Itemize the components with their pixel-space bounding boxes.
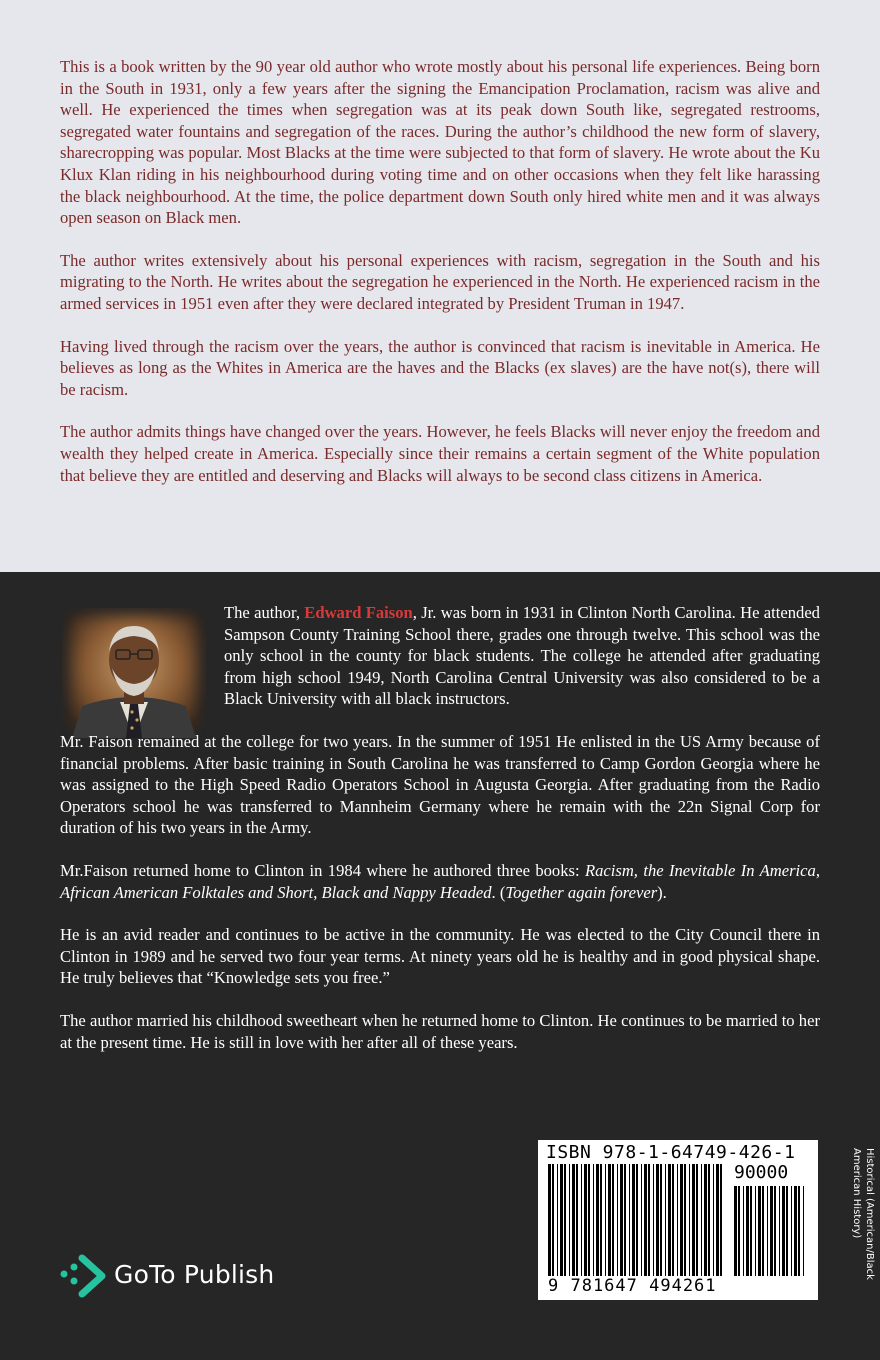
barcode-bar [779, 1186, 780, 1276]
barcode-bar [704, 1164, 707, 1276]
barcode-bar [588, 1164, 590, 1276]
barcode-bar [758, 1186, 761, 1276]
barcode-bar [605, 1164, 606, 1276]
barcode-bar [701, 1164, 702, 1276]
barcode-bar [668, 1164, 671, 1276]
barcode-bar [593, 1164, 594, 1276]
barcode-bar [716, 1164, 719, 1276]
bio-paragraph-2: Mr. Faison remained at the college for two years. In the summer of 1951 He enlisted in the US Army because of financial problems. After basic training in South Carolina he was transferred to Camp Gordon Georgia where he was assigned to the High Speed Radio Operators School in Augusta Georgia. After graduating from the Radio Operators school he was transferred to Mannheim Germany where he remain with the 22n Signal Corp for duration of his two years in the Army. [60, 731, 820, 838]
synopsis-text [60, 56, 820, 507]
barcode-bar [672, 1164, 674, 1276]
photo-spacer [60, 602, 224, 730]
barcode-bar [684, 1164, 686, 1276]
barcode-bar [713, 1164, 714, 1276]
publisher-name: GoTo Publish [114, 1260, 275, 1289]
barcode-bar [632, 1164, 635, 1276]
barcode-bar [680, 1164, 683, 1276]
barcode-bar [552, 1164, 554, 1276]
synopsis-panel [0, 0, 880, 572]
addon-barcode-bars [734, 1186, 808, 1276]
isbn-text: ISBN 978-1-64749-426-1 [546, 1142, 796, 1163]
barcode-bar [798, 1186, 800, 1276]
barcode-bar [572, 1164, 575, 1276]
barcode-bar [548, 1164, 551, 1276]
barcode-bar [677, 1164, 678, 1276]
barcode-bar [560, 1164, 563, 1276]
isbn-barcode [538, 1140, 818, 1300]
barcode-bar [692, 1164, 695, 1276]
barcode-bar [656, 1164, 659, 1276]
barcode-bar [660, 1164, 662, 1276]
separator-3: . ( [491, 882, 506, 902]
bio-paragraph-4: He is an avid reader and continues to be active in the community. He was elected to the City Council there in Clinton in 1989 and he served two four year terms. At ninety years old he is healthy and in good physical shape. He truly believes that “Knowledge sets you free.” [60, 925, 820, 988]
barcode-bar [774, 1186, 776, 1276]
author-name: Edward Faison [304, 603, 413, 622]
barcode-bar [762, 1186, 764, 1276]
barcode-bar [782, 1186, 785, 1276]
barcode-bar [689, 1164, 690, 1276]
separator-2: , [313, 882, 322, 902]
synopsis-paragraph-1: This is a book written by the 90 year old author who wrote mostly about his personal life experiences. Being born in the South in 1931, only a few years after the signing the Emancipation Proclamation, racism was alive and well. He experienced the times when segregation was at its peak down South like, segregated restrooms, segregated water fountains and segregation of the races. During the author’s childhood the new form of slavery, sharecropping was popular. Most Blacks at the time were subjected to that form of slavery. He wrote about the Ku Klux Klan riding in his neighbourhood during voting time and on other occasions when they felt like harassing the black neighbourhood. At the time, the police department down South only hired white men and it was always open season on Black men. [60, 57, 820, 228]
barcode-bar [636, 1164, 638, 1276]
barcode-bar [612, 1164, 614, 1276]
barcode-bar [746, 1186, 749, 1276]
synopsis-paragraph-3: Having lived through the racism over the years, the author is convinced that racism is inevitable in America. He believes as long as the Whites in America are the haves and the Blacks (ex slaves) are the have not(s), there will be racism. [60, 336, 820, 399]
barcode-bar [755, 1186, 756, 1276]
barcode-bars [548, 1164, 726, 1276]
barcode-bar [770, 1186, 773, 1276]
bio-paragraph-5: The author married his childhood sweetheart when he returned home to Clinton. He continues to be married to her at the present time. He is still in love with her after all of these years. [60, 1010, 820, 1052]
bio-paragraph-3-intro: Mr.Faison returned home to Clinton in 1984 where he authored three books: [60, 860, 585, 880]
barcode-bar [767, 1186, 768, 1276]
barcode-bar [696, 1164, 698, 1276]
barcode-bar [720, 1164, 722, 1276]
barcode-bar [708, 1164, 710, 1276]
barcode-bar [750, 1186, 752, 1276]
barcode-bar [743, 1186, 744, 1276]
barcode-bar [641, 1164, 642, 1276]
barcode-bar [648, 1164, 650, 1276]
barcode-bar [653, 1164, 654, 1276]
barcode-bar [569, 1164, 570, 1276]
book-title-3: Black and Nappy Headed [321, 882, 492, 902]
barcode-bar [600, 1164, 602, 1276]
barcode-bar [608, 1164, 611, 1276]
goto-arrow-icon [58, 1250, 110, 1302]
barcode-bar [794, 1186, 797, 1276]
barcode-bar [584, 1164, 587, 1276]
author-bio-text [60, 602, 820, 1074]
barcode-digits: 9 781647 494261 [548, 1276, 717, 1296]
barcode-bar [738, 1186, 740, 1276]
barcode-bar [624, 1164, 626, 1276]
book-subtitle: Together again forever [505, 882, 658, 902]
barcode-bar [803, 1186, 804, 1276]
bio-paragraph-1-rest: , Jr. was born in 1931 in Clinton North Carolina. He attended Sampson County Training School there, grades one through twelve. This school was the only school in the county for black students. The college he attended after graduating from high school 1949, North Carolina Central University was also considered to be a Black University with all black instructors. [224, 603, 820, 709]
barcode-bar [576, 1164, 578, 1276]
barcode-bar [665, 1164, 666, 1276]
barcode-bar [557, 1164, 558, 1276]
barcode-bar [629, 1164, 630, 1276]
publisher-logo [58, 1250, 318, 1302]
synopsis-paragraph-4: The author admits things have changed over the years. However, he feels Blacks will never enjoy the freedom and wealth they helped create in America. Especially since their remains a certain segment of the White population that believe they are entitled and deserving and Blacks will always to be second class citizens in America. [60, 422, 820, 485]
bio-paragraph-3 [60, 860, 820, 903]
book-title-1: Racism, the Inevitable In America [584, 860, 816, 880]
barcode-bar [596, 1164, 599, 1276]
synopsis-paragraph-2: The author writes extensively about his personal experiences with racism, segregation in the South and his migrating to the North. He writes about the segregation he experienced in the North. He experienced racism in the armed services in 1951 even after they were declared integrated by President Truman in 1947. [60, 250, 820, 313]
category-label: Historical (American/Black American History) [851, 1148, 875, 1280]
barcode-bar [617, 1164, 618, 1276]
barcode-bar [791, 1186, 792, 1276]
barcode-bar [620, 1164, 623, 1276]
barcode-bar [564, 1164, 566, 1276]
price-code: 90000 [734, 1162, 789, 1183]
barcode-bar [786, 1186, 788, 1276]
separator-1: , [815, 860, 820, 880]
bio-intro: The author, [224, 603, 305, 622]
barcode-bar [644, 1164, 647, 1276]
barcode-bar [734, 1186, 737, 1276]
barcode-bar [581, 1164, 582, 1276]
book-title-2: African American Folktales and Short [60, 882, 314, 902]
bio-paragraph-3-end: ). [657, 882, 667, 902]
